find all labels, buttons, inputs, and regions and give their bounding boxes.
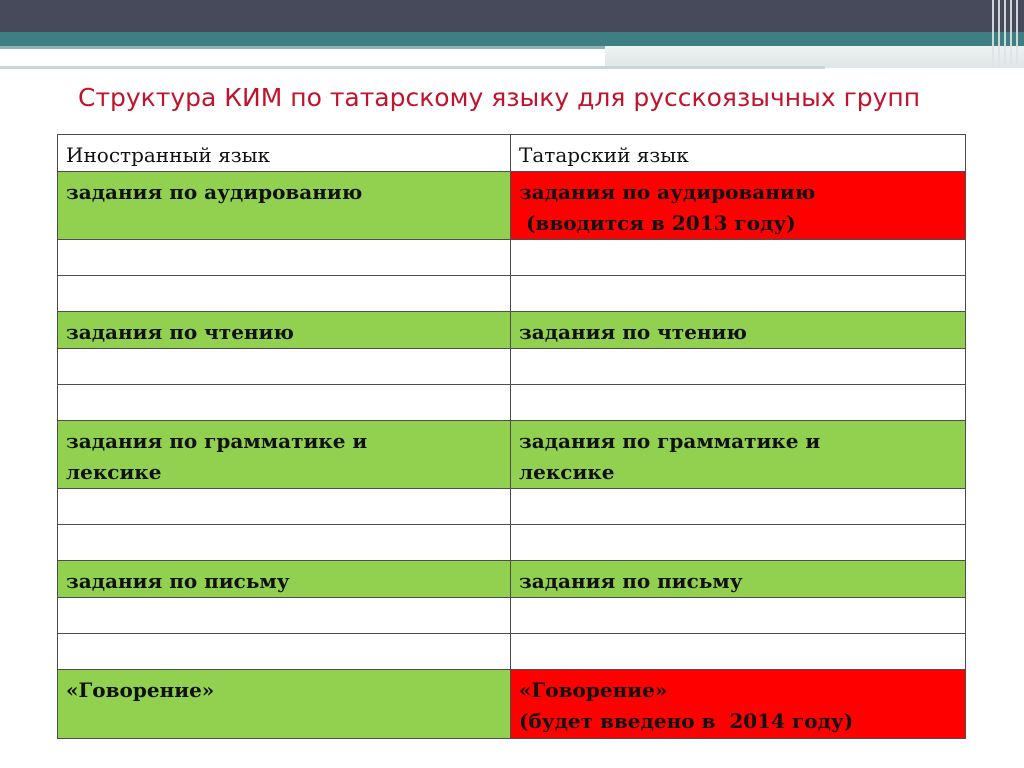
slide-title: Структура КИМ по татарскому языку для русскоязычных групп <box>78 83 921 112</box>
cell-tatar-listening: задания по аудированию (вводится в 2013 году) <box>511 172 966 240</box>
table-row <box>58 561 966 598</box>
cell-foreign-writing: задания по письму <box>58 561 511 598</box>
table-row-empty <box>58 349 966 385</box>
table-row-empty <box>58 489 966 525</box>
header-band-light <box>605 46 1024 68</box>
table-row <box>58 670 966 739</box>
table-row <box>58 312 966 349</box>
table-row-empty <box>58 598 966 634</box>
cell-foreign-reading: задания по чтению <box>58 312 511 349</box>
cell-tatar-reading: задания по чтению <box>511 312 966 349</box>
cell-tatar-writing: задания по письму <box>511 561 966 598</box>
cell-foreign-listening: задания по аудированию <box>58 172 511 240</box>
column-header-tatar: Татарский язык <box>511 135 966 172</box>
table-row-empty <box>58 525 966 561</box>
cell-foreign-speaking: «Говорение» <box>58 670 511 739</box>
column-header-foreign: Иностранный язык <box>58 135 511 172</box>
cell-tatar-grammar: задания по грамматике и лексике <box>511 421 966 489</box>
table-row-empty <box>58 240 966 276</box>
table-header-row <box>58 135 966 172</box>
table-row-empty <box>58 385 966 421</box>
header-band-light-line <box>0 66 825 69</box>
header-band-dark <box>0 0 1024 32</box>
table-row-empty <box>58 634 966 670</box>
cell-tatar-speaking: «Говорение» (будет введено в 2014 году) <box>511 670 966 739</box>
kim-structure-table <box>57 134 966 739</box>
cell-foreign-grammar: задания по грамматике и лексике <box>58 421 511 489</box>
table-row <box>58 421 966 489</box>
table-row <box>58 172 966 240</box>
header-stripes-decoration <box>992 0 1018 66</box>
table-row-empty <box>58 276 966 312</box>
header-band-teal <box>0 32 1024 46</box>
